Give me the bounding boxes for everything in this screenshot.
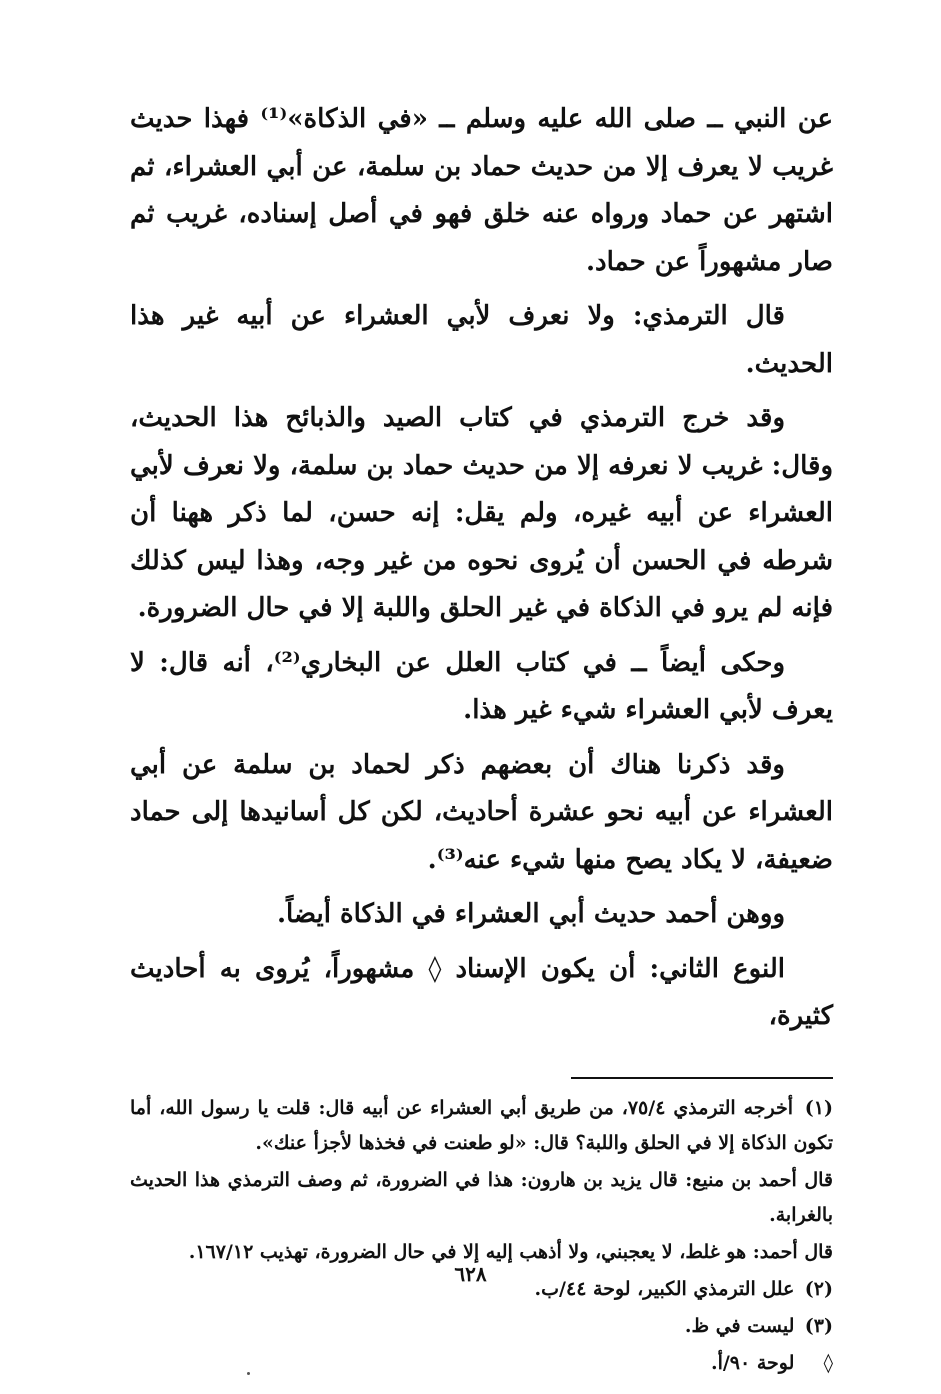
footnote-text: ليست في ظ.	[684, 1314, 795, 1337]
footnote-3	[130, 1309, 833, 1344]
footnote-text: لوحة ٩٠/أ.	[710, 1351, 795, 1374]
footnote-text: أخرجه الترمذي ٧٥/٤، من طريق أبي العشراء عن أبيه قال: قلت يا رسول الله، أما تكون الذكاة إلا في الحلق واللبة؟ قال: «لو طعنت في فخذها لأجزأ عنك».	[130, 1096, 833, 1154]
footnote-mark: (١)	[804, 1096, 833, 1119]
footnote-mark: (٣)	[804, 1314, 833, 1337]
footnote-1-continuation-1	[130, 1163, 833, 1233]
paragraph-3: وقد خرج الترمذي في كتاب الصيد والذبائح هذا الحديث، وقال: غريب لا نعرفه إلا من حديث حماد بن سلمة، ولا نعرف لأبي العشراء عن أبيه غيره، ولم يقل: إنه حسن، لما ذكر ههنا أن شرطه في الحسن أن يُروى نحوه من غير وجه، وهذا ليس كذلك فإنه لم يرو في الذكاة في غير الحلق واللبة إلا في حال الضرورة.	[130, 403, 833, 623]
footnote-text: قال أحمد: هو غلط، لا يعجبني، ولا أذهب إليه إلا في حال الضرورة، تهذيب ١٦٧/١٢.	[188, 1240, 833, 1263]
paragraph-2: قال الترمذي: ولا نعرف لأبي العشراء عن أبيه غير هذا الحديث.	[130, 301, 833, 379]
main-text	[130, 96, 833, 1041]
footnotes	[130, 1091, 833, 1381]
footnote-divider	[571, 1077, 833, 1079]
footnote-4	[130, 1346, 833, 1381]
paragraph-6: ووهن أحمد حديث أبي العشراء في الذكاة أيضاً.	[276, 899, 785, 929]
scan-speck	[247, 1372, 250, 1375]
page-number: ٦٢٨	[454, 1262, 487, 1286]
footnote-1	[130, 1091, 833, 1161]
footnote-text: علل الترمذي الكبير، لوحة ٤٤/ب.	[534, 1277, 795, 1300]
footnote-mark: (٢)	[804, 1277, 833, 1300]
paragraph-1: عن النبي ــ صلى الله عليه وسلم ــ «في الذكاة»⁽¹⁾ فهذا حديث غريب لا يعرف إلا من حديث حماد بن سلمة، عن أبي العشراء، ثم اشتهر عن حماد ورواه عنه خلق فهو في أصل إسناده، غريب ثم صار مشهوراً عن حماد.	[130, 104, 834, 277]
paragraph-4: وحكى أيضاً ــ في كتاب العلل عن البخاري⁽²⁾، أنه قال: لا يعرف لأبي العشراء شيء غير هذا.	[130, 647, 833, 725]
paragraph-5: وقد ذكرنا هناك أن بعضهم ذكر لحماد بن سلمة عن أبي العشراء عن أبيه نحو عشرة أحاديث، لكن كل أسانيدها إلى حماد ضعيفة، لا يكاد يصح منها شيء عنه⁽³⁾.	[130, 749, 833, 875]
footnote-mark: ◊	[823, 1351, 833, 1374]
footnote-text: قال أحمد بن منيع: قال يزيد بن هارون: هذا في الضرورة، ثم وصف الترمذي هذا الحديث بالغرابة.	[130, 1168, 833, 1226]
paragraph-7: النوع الثاني: أن يكون الإسناد ◊ مشهوراً، يُروى به أحاديث كثيرة،	[130, 953, 833, 1031]
